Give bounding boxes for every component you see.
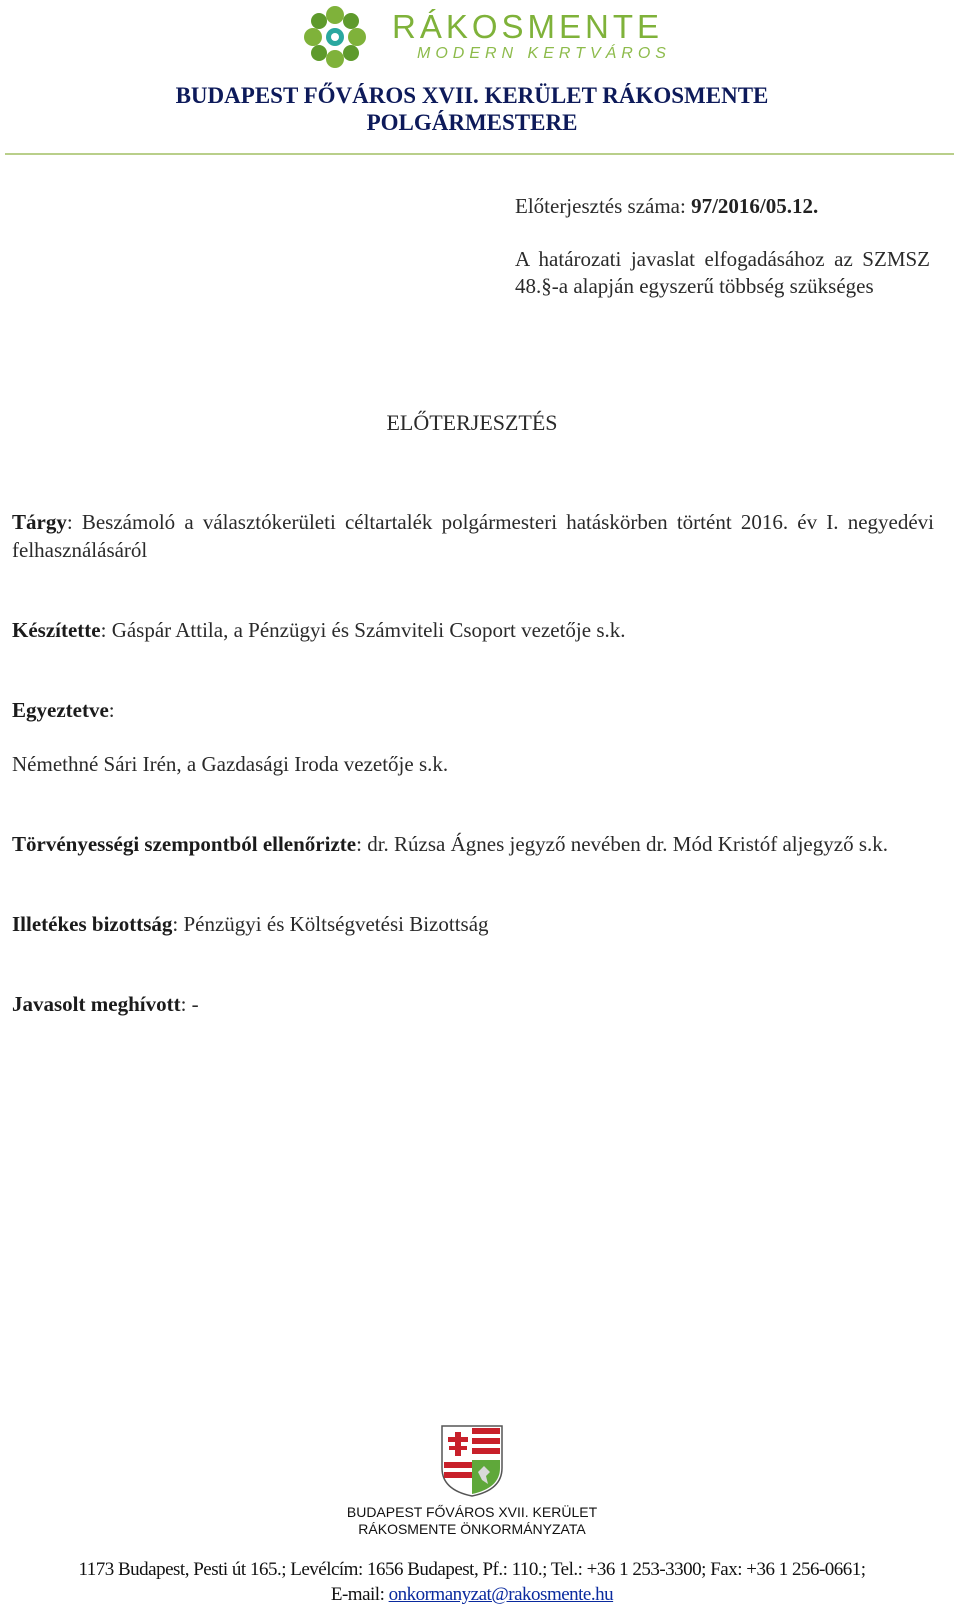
subject-field <box>12 508 934 564</box>
footer-email-line <box>0 1582 944 1607</box>
legal-check-label: Törvényességi szempontból ellenőrizte <box>12 832 357 856</box>
footer-organization <box>0 1504 944 1538</box>
rakosmente-logo <box>300 2 671 72</box>
subject-label: Tárgy <box>12 510 67 534</box>
mayor-header-title <box>0 82 944 136</box>
prepared-by-field <box>12 616 934 644</box>
footer-email-label: E-mail: <box>330 1584 389 1605</box>
committee-field <box>12 910 934 938</box>
agreed-person: Némethné Sári Irén, a Gazdasági Iroda vezetője s.k. <box>12 752 449 776</box>
footer-org-line-1: BUDAPEST FŐVÁROS XVII. KERÜLET <box>346 1504 598 1520</box>
agreed-field <box>12 696 934 724</box>
committee-label: Illetékes bizottság <box>12 912 173 936</box>
committee-value: : Pénzügyi és Költségvetési Bizottság <box>172 912 489 936</box>
header-title-line-2: POLGÁRMESTERE <box>366 110 578 135</box>
header-divider <box>5 153 954 155</box>
invited-value: : - <box>180 992 199 1016</box>
prepared-by-label: Készítette <box>12 618 101 642</box>
proposal-number-value: 97/2016/05.12. <box>691 194 819 218</box>
coat-of-arms-icon <box>440 1424 504 1498</box>
invited-label: Javasolt meghívott <box>12 992 181 1016</box>
agreed-label: Egyeztetve <box>12 698 109 722</box>
legal-check-value: : dr. Rúzsa Ágnes jegyző nevében dr. Mód Kristóf aljegyző s.k. <box>356 832 888 856</box>
footer-email-link[interactable]: onkormanyzat@rakosmente.hu <box>388 1584 614 1605</box>
agreed-colon: : <box>108 698 115 722</box>
proposal-number <box>515 194 818 219</box>
prepared-by-value: : Gáspár Attila, a Pénzügyi és Számviteli Csoport vezetője s.k. <box>100 618 626 642</box>
logo-wordmark: RÁKOSMENTE <box>392 8 664 45</box>
footer-org-line-2: RÁKOSMENTE ÖNKORMÁNYZATA <box>358 1521 586 1537</box>
document-title: ELŐTERJESZTÉS <box>386 410 558 435</box>
footer-address: 1173 Budapest, Pesti út 165.; Levélcím: 1656 Budapest, Pf.: 110.; Tel.: +36 1 253-3300; Fax: +36 1 256-0661; <box>78 1559 866 1580</box>
header-title-line-1: BUDAPEST FŐVÁROS XVII. KERÜLET RÁKOSMENTE <box>175 83 769 108</box>
invited-field <box>12 990 934 1018</box>
footer-contact <box>0 1557 944 1607</box>
logo-tagline: MODERN KERTVÁROS <box>417 45 671 62</box>
clover-logo-icon <box>300 2 370 72</box>
subject-value: : Beszámoló a választókerületi céltartalék polgármesteri hatáskörben történt 2016. év I. negyedévi felhasználásáról <box>12 510 934 562</box>
legal-check-field <box>12 830 934 858</box>
proposal-number-label: Előterjesztés száma: <box>515 194 692 218</box>
voting-requirement: A határozati javaslat elfogadásához az SZMSZ 48.§-a alapján egyszerű többség szükséges <box>515 247 930 298</box>
